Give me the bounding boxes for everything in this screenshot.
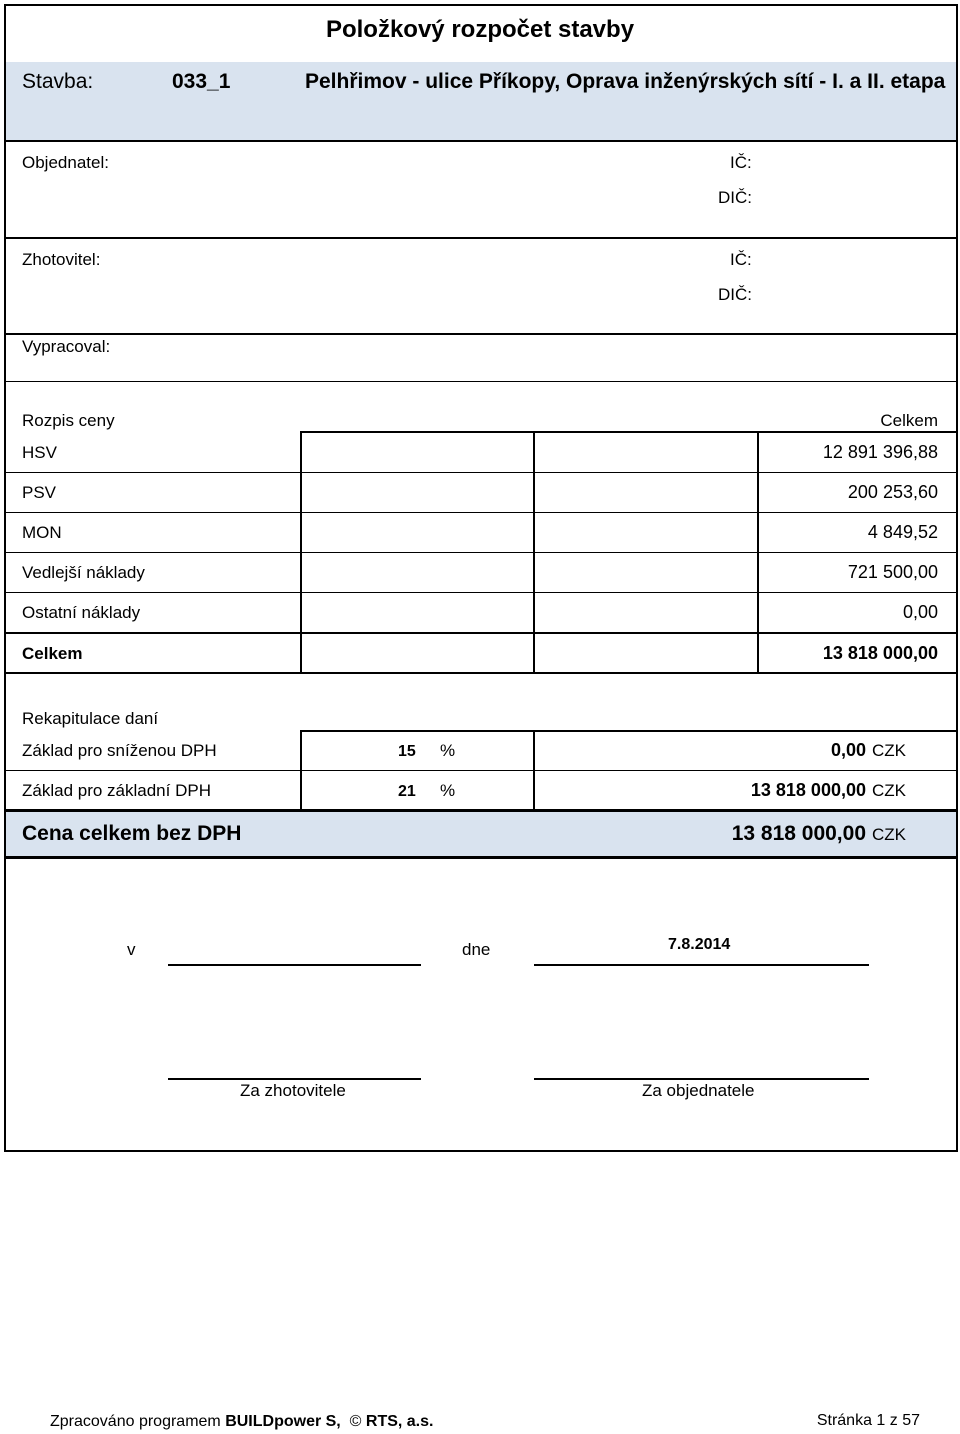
stavba-name: Pelhřimov - ulice Příkopy, Oprava inženýrských sítí - I. a II. etapa xyxy=(305,70,946,93)
client-signature-label: Za objednatele xyxy=(642,1081,755,1100)
tax-row-value: 0,00 xyxy=(830,740,866,760)
divider xyxy=(6,140,956,142)
price-row-value: 0,00 xyxy=(902,602,938,622)
zhotovitel-dic-label: DIČ: xyxy=(718,285,752,304)
footer-program xyxy=(50,1413,433,1431)
table-line xyxy=(300,431,956,433)
document-title: Položkový rozpočet stavby xyxy=(325,16,635,43)
price-row-value: 4 849,52 xyxy=(867,522,938,542)
contractor-signature-line xyxy=(168,1078,421,1080)
tax-row-percent: % xyxy=(440,741,456,760)
price-row-label: Ostatní náklady xyxy=(22,603,141,622)
table-line xyxy=(300,730,956,732)
divider xyxy=(6,237,956,239)
grand-total-value: 13 818 000,00 xyxy=(731,822,866,845)
table-line xyxy=(6,632,956,634)
page-frame xyxy=(4,4,958,1152)
grand-total-label: Cena celkem bez DPH xyxy=(22,822,242,845)
date-label: dne xyxy=(462,940,491,959)
contractor-signature-label: Za zhotovitele xyxy=(240,1081,346,1100)
table-line xyxy=(6,552,956,553)
table-line xyxy=(6,672,956,674)
place-line xyxy=(168,964,421,966)
copyright-icon: © xyxy=(349,1413,362,1430)
vypracoval-label: Vypracoval: xyxy=(22,337,111,356)
table-line xyxy=(6,472,956,473)
table-line xyxy=(6,512,956,513)
client-signature-line xyxy=(534,1078,869,1080)
tax-summary-heading: Rekapitulace daní xyxy=(22,709,159,728)
grand-total-currency: CZK xyxy=(872,825,906,844)
price-breakdown-heading: Rozpis ceny xyxy=(22,411,115,430)
price-row-value: 12 891 396,88 xyxy=(822,442,938,462)
zhotovitel-ic-label: IČ: xyxy=(730,250,752,269)
table-line xyxy=(757,431,759,674)
tax-row-currency: CZK xyxy=(872,781,906,800)
tax-row-rate: 21 xyxy=(398,783,416,800)
table-line xyxy=(6,770,956,771)
table-line xyxy=(533,730,535,811)
stavba-label: Stavba: xyxy=(22,70,94,93)
objednatel-label: Objednatel: xyxy=(22,153,109,172)
stavba-code: 033_1 xyxy=(172,70,231,93)
price-total-heading: Celkem xyxy=(880,411,938,430)
price-row-label: HSV xyxy=(22,443,57,462)
price-total-label: Celkem xyxy=(22,644,83,663)
price-row-label: Vedlejší náklady xyxy=(22,563,145,582)
divider xyxy=(6,381,956,382)
table-line xyxy=(300,431,302,674)
zhotovitel-label: Zhotovitel: xyxy=(22,250,101,269)
table-line xyxy=(300,730,302,811)
tax-row-percent: % xyxy=(440,781,456,800)
table-line xyxy=(6,856,956,859)
objednatel-ic-label: IČ: xyxy=(730,153,752,172)
tax-row-label: Základ pro sníženou DPH xyxy=(22,741,217,760)
date-value: 7.8.2014 xyxy=(668,936,731,953)
price-row-label: MON xyxy=(22,523,62,542)
tax-row-value: 13 818 000,00 xyxy=(750,780,866,800)
price-total-value: 13 818 000,00 xyxy=(822,643,938,663)
divider xyxy=(6,333,956,335)
footer-company: RTS, a.s. xyxy=(365,1413,434,1430)
tax-row-label: Základ pro základní DPH xyxy=(22,781,211,800)
price-row-value: 200 253,60 xyxy=(847,482,938,502)
table-line xyxy=(6,592,956,593)
place-label: v xyxy=(127,940,136,959)
footer-program-prefix: Zpracováno programem xyxy=(50,1413,226,1430)
date-line xyxy=(534,964,869,966)
tax-row-rate: 15 xyxy=(398,743,416,760)
price-row-value: 721 500,00 xyxy=(847,562,938,582)
price-row-label: PSV xyxy=(22,483,57,502)
tax-row-currency: CZK xyxy=(872,741,906,760)
footer-program-name: BUILDpower S, xyxy=(225,1413,341,1430)
objednatel-dic-label: DIČ: xyxy=(718,188,752,207)
table-line xyxy=(533,431,535,674)
footer-page-number: Stránka 1 z 57 xyxy=(816,1412,920,1429)
